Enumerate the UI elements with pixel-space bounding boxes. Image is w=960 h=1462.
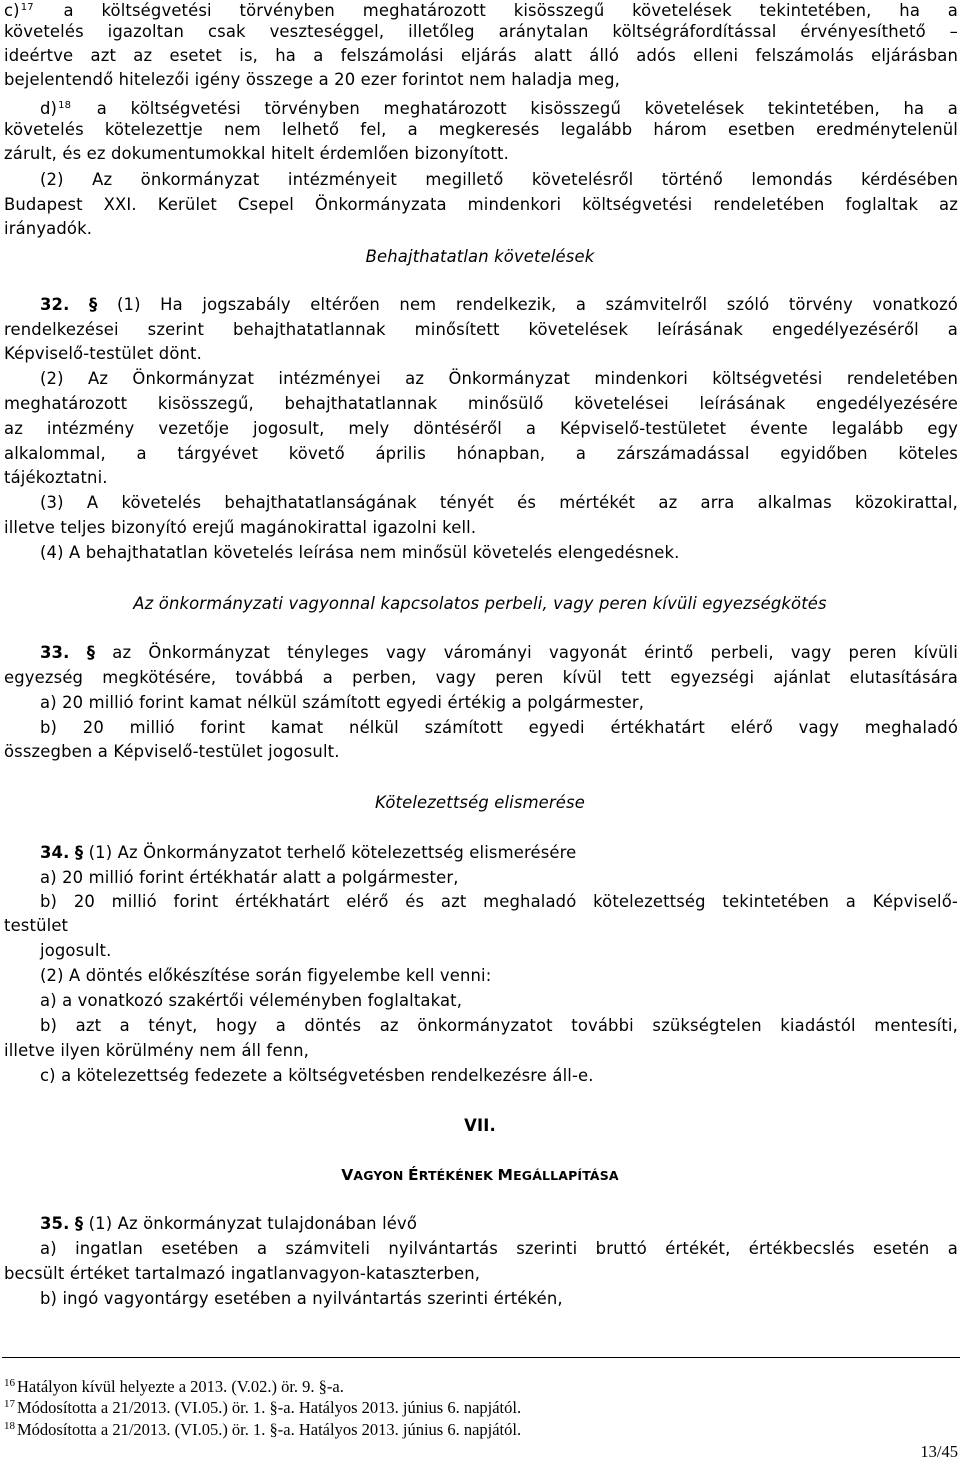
section-sign: §	[86, 643, 96, 662]
paragraph-line: illetve ilyen körülmény nem áll fenn,	[4, 1041, 310, 1060]
chapter-number: VII.	[464, 1116, 496, 1135]
section-number: 35.	[40, 1214, 70, 1233]
section-number: 32.	[40, 295, 70, 314]
paragraph-line: (2) A döntés előkészítése során figyelembe kell venni:	[40, 966, 492, 985]
paragraph-line: a) ingatlan esetében a számviteli nyilvántartás szerinti bruttó értékét, értékbecslés esetén a	[40, 1239, 958, 1258]
paragraph-line: követelés kötelezettje nem lelhető fel, a megkeresés legalább három esetben eredménytelenül	[4, 120, 958, 139]
paragraph-line: (2) Az Önkormányzat intézményei az Önkormányzat mindenkori költségvetési rendeletében	[40, 369, 958, 388]
section-number: 33.	[40, 643, 70, 662]
paragraph-line: rendelkezései szerint behajthatatlannak minősített követelések leírásának engedélyezéséről a	[4, 320, 958, 339]
paragraph-line: b) ingó vagyontárgy esetében a nyilvántartás szerinti értékén,	[40, 1289, 563, 1308]
paragraph-line: a) a vonatkozó szakértői véleményben foglaltakat,	[40, 991, 463, 1010]
section-heading: Behajthatatlan követelések	[365, 247, 595, 266]
paragraph-line: 33. § az Önkormányzat tényleges vagy várományi vagyonát érintő perbeli, vagy peren kívüli	[40, 643, 958, 662]
section-sign: §	[74, 843, 84, 862]
footnote-ref[interactable]: 17	[20, 2, 34, 13]
paragraph-line: illetve teljes bizonyító erejű magánokirattal igazolni kell.	[4, 518, 477, 537]
paragraph-line: c) a kötelezettség fedezete a költségvetésben rendelkezésre áll-e.	[40, 1066, 594, 1085]
section-sign: §	[89, 295, 98, 314]
paragraph-line: b) 20 millió forint kamat nélkül számított egyedi értékhatárt elérő vagy meghaladó	[40, 718, 958, 737]
paragraph-line: 35. § (1) Az önkormányzat tulajdonában lévő	[40, 1214, 418, 1233]
paragraph-line: testület	[4, 916, 69, 935]
paragraph-line: tájékoztatni.	[4, 468, 108, 487]
paragraph-line: ideértve azt az esetet is, ha a felszámolási eljárás alatt álló adós elleni felszámolás eljárásban	[4, 46, 958, 65]
paragraph-line: egyezség megkötésére, továbbá a perben, vagy peren kívül tett egyezségi ajánlat elutasítására	[4, 668, 958, 687]
page-number: 13/45	[920, 1442, 958, 1461]
paragraph-line: 32. § (1) Ha jogszabály eltérően nem rendelkezik, a számvitelről szóló törvény vonatkozó	[40, 295, 958, 314]
paragraph-line: d)$^{18}$ a költségvetési törvényben meghatározott kisösszegű követelések tekintetében, ha a	[40, 99, 958, 118]
paragraph-line: a) 20 millió forint kamat nélkül számított egyedi értékig a polgármester,	[40, 693, 645, 712]
paragraph-line: zárult, és ez dokumentumokkal hitelt érdemlően bizonyított.	[4, 144, 509, 163]
paragraph-line: Budapest XXI. Kerület Csepel Önkormányzata mindenkori költségvetési rendeletében foglaltak az	[4, 195, 958, 214]
paragraph-line: b) azt a tényt, hogy a döntés az önkormányzatot további szükségtelen kiadástól mentesíti,	[40, 1016, 958, 1035]
footnote: $^{18}$ Módosította a 21/2013. (VI.05.) ör. 1. §-a. Hatályos 2013. június 6. napjától.	[4, 1420, 522, 1439]
section-heading: Az önkormányzati vagyonnal kapcsolatos perbeli, vagy peren kívüli egyezségkötés	[133, 594, 827, 613]
paragraph-line: a) 20 millió forint értékhatár alatt a polgármester,	[40, 868, 459, 887]
section-sign: §	[74, 1214, 84, 1233]
paragraph-line: az intézmény vezetője jogosult, mely döntéséről a Képviselő-testületet évente legalább egy	[4, 419, 958, 438]
paragraph-line: meghatározott kisösszegű, behajthatatlannak minősülő követelései leírásának engedélyezésére	[4, 394, 958, 413]
section-number: 34.	[40, 843, 70, 862]
paragraph-line: (4) A behajthatatlan követelés leírása nem minősül követelés elengedésnek.	[40, 543, 680, 562]
paragraph-line: összegben a Képviselő-testület jogosult.	[4, 742, 340, 761]
paragraph-line: bejelentendő hitelezői igény összege a 20 ezer forintot nem haladja meg,	[4, 70, 620, 89]
section-heading: Kötelezettség elismerése	[375, 793, 585, 812]
footnote-separator	[2, 1357, 960, 1358]
paragraph-line: (2) Az önkormányzat intézményeit megillető követelésről történő lemondás kérdésében	[40, 170, 958, 189]
paragraph-line: 34. § (1) Az Önkormányzatot terhelő kötelezettség elismerésére	[40, 843, 577, 862]
paragraph-line: c)$^{17}$ a költségvetési törvényben meghatározott kisösszegű követelések tekintetében, ha a	[4, 1, 958, 20]
paragraph-line: (3) A követelés behajthatatlanságának tényét és mértékét az arra alkalmas közokirattal,	[40, 493, 958, 512]
paragraph-line: Képviselő-testület dönt.	[4, 344, 202, 363]
paragraph-line: alkalommal, a tárgyévet követő április hónapban, a zárszámadással egyidőben köteles	[4, 444, 958, 463]
paragraph-line: b) 20 millió forint értékhatárt elérő és azt meghaladó kötelezettség tekintetében a Képviselő-	[40, 892, 958, 911]
footnote: $^{16}$ Hatályon kívül helyezte a 2013. (V.02.) ör. 9. §-a.	[4, 1377, 344, 1396]
paragraph-line: jogosult.	[40, 941, 112, 960]
paragraph-line: követelés igazoltan csak veszteséggel, illetőleg aránytalan költségráfordítással érvényesíthető –	[4, 22, 958, 41]
footnote-ref[interactable]: 18	[58, 100, 72, 111]
chapter-title: VAGYON ÉRTÉKÉNEK MEGÁLLAPÍTÁSA	[341, 1166, 619, 1184]
paragraph-line: becsült értéket tartalmazó ingatlanvagyon-kataszterben,	[4, 1264, 481, 1283]
footnote: $^{17}$ Módosította a 21/2013. (VI.05.) ör. 1. §-a. Hatályos 2013. június 6. napjától.	[4, 1398, 522, 1417]
paragraph-line: irányadók.	[4, 219, 93, 238]
